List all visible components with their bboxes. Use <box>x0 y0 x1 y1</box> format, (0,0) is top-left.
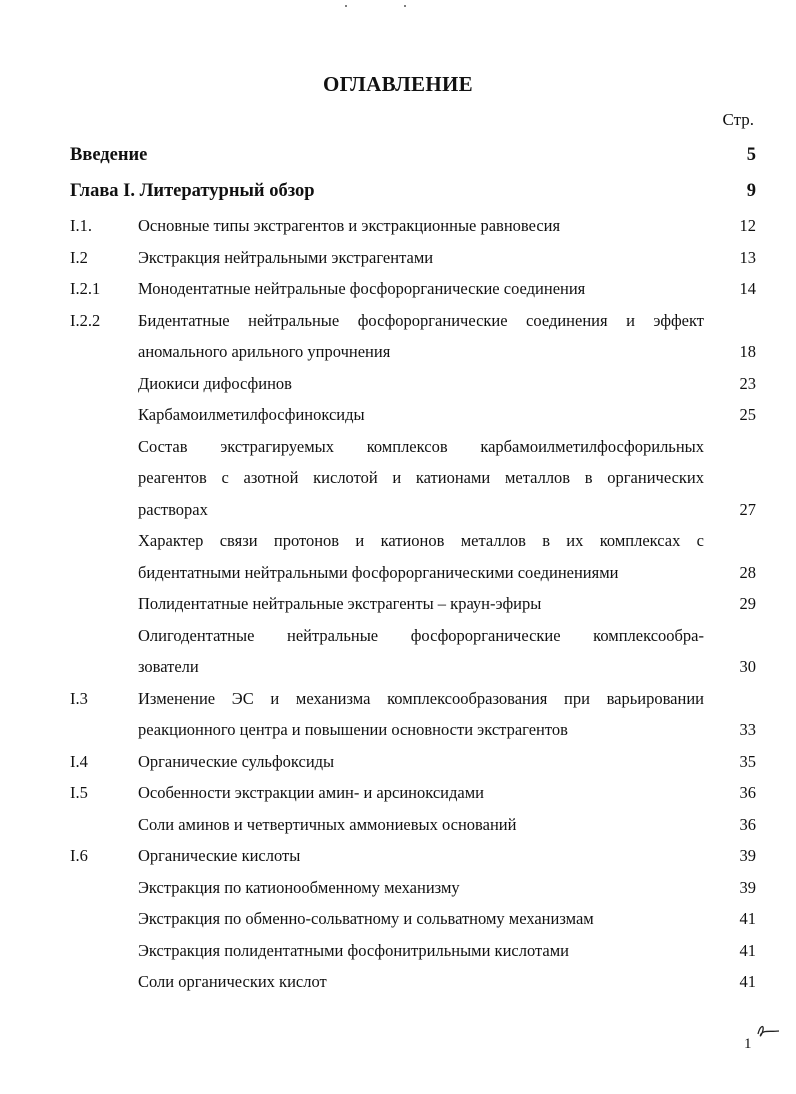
toc-entry <box>0 526 796 558</box>
toc-entry <box>0 684 796 716</box>
toc-entry <box>0 621 796 653</box>
toc-entry-page: 25 <box>739 405 756 424</box>
toc-entry-title: Соли органических кислот <box>138 972 327 991</box>
toc-entry-title: Основные типы экстрагентов и экстракционные равновесия <box>138 216 561 235</box>
page-number: 1 <box>744 1036 752 1052</box>
toc-entry <box>0 904 796 936</box>
toc-entry <box>0 139 796 175</box>
toc-entry-title: Особенности экстракции амин- и арсиноксидами <box>138 783 484 802</box>
toc-entry <box>0 558 796 590</box>
toc-entry <box>0 778 796 810</box>
toc-entry-title: Органические сульфоксиды <box>138 751 335 771</box>
toc-entry-title: Бидентатные нейтральные фосфорорганические соединения и эффект <box>138 310 704 330</box>
toc-entry-page: 14 <box>739 279 756 298</box>
toc-entry-page: 33 <box>739 720 756 739</box>
page-title: ОГЛАВЛЕНИЕ <box>323 72 473 96</box>
toc-entry <box>0 967 796 999</box>
toc-entry-title: Экстракция по обменно-сольватному и сольватному механизмам <box>138 909 594 928</box>
toc-entry-page: 27 <box>739 499 756 519</box>
toc-entry-title: Изменение ЭС и механизма комплексообразования при варьировании <box>138 688 704 708</box>
toc-entry <box>0 175 796 211</box>
toc-entry-title: зователи <box>138 657 199 676</box>
toc-entry-page: 41 <box>739 972 756 991</box>
toc-entry-page: 35 <box>739 751 756 771</box>
toc-entry-page: 41 <box>739 940 756 960</box>
toc-entry-page: 39 <box>739 877 756 897</box>
toc-entry-page: 12 <box>739 216 756 235</box>
toc-entry <box>0 211 796 243</box>
toc-entry-page: 29 <box>739 594 756 613</box>
toc-entry-number: I.2 <box>70 247 88 267</box>
toc-entry <box>0 400 796 432</box>
toc-entry <box>0 873 796 905</box>
toc-entry-page: 23 <box>739 373 756 393</box>
toc-entry <box>0 463 796 495</box>
toc-entry <box>0 936 796 968</box>
toc-entry <box>0 715 796 747</box>
toc-entry-page: 39 <box>739 846 756 865</box>
toc-entry-title: Диокиси дифосфинов <box>138 373 292 393</box>
toc-entry <box>0 810 796 842</box>
scan-specks <box>0 0 796 20</box>
toc-entry-page: 36 <box>739 814 756 834</box>
toc-entry-title: Карбамоилметилфосфиноксиды <box>138 405 365 424</box>
toc-entry-title: реакционного центра и повышении основности экстрагентов <box>138 720 568 739</box>
toc-entry <box>0 306 796 338</box>
toc-entry <box>0 274 796 306</box>
toc-list <box>0 139 796 999</box>
toc-entry-number: I.1. <box>70 216 92 235</box>
toc-entry-title: Характер связи протонов и катионов металлов в их комплексах с <box>138 531 704 550</box>
toc-entry-number: I.5 <box>70 783 88 802</box>
toc-entry-title: растворах <box>138 499 208 519</box>
toc-entry-page: 5 <box>746 145 756 165</box>
toc-entry-number: I.2.1 <box>70 279 101 298</box>
toc-entry-page: 36 <box>739 783 756 802</box>
toc-entry-title: Экстракция нейтральными экстрагентами <box>138 247 434 267</box>
toc-entry-title: Олигодентатные нейтральные фосфорорганические комплексообра- <box>138 625 704 645</box>
page-column-label: Стр. <box>722 110 754 129</box>
toc-entry <box>0 747 796 779</box>
toc-entry-number: I.2.2 <box>70 310 101 330</box>
toc-entry-title: Введение <box>70 145 148 165</box>
handwritten-mark <box>755 1020 785 1044</box>
toc-entry <box>0 243 796 275</box>
toc-entry-page: 30 <box>739 657 756 676</box>
toc-entry-page: 41 <box>739 909 756 928</box>
toc-entry-number: I.6 <box>70 846 88 865</box>
toc-entry-page: 18 <box>739 342 756 361</box>
toc-entry-title: Состав экстрагируемых комплексов карбамоилметилфосфорильных <box>138 436 704 456</box>
toc-entry <box>0 432 796 464</box>
toc-entry-title: Органические кислоты <box>138 846 301 865</box>
toc-entry <box>0 589 796 621</box>
toc-entry <box>0 495 796 527</box>
toc-entry-title: бидентатными нейтральными фосфорорганическими соединениями <box>138 562 619 582</box>
toc-entry-number: I.3 <box>70 688 88 708</box>
toc-entry-page: 13 <box>739 247 756 267</box>
toc-entry-title: Полидентатные нейтральные экстрагенты – краун-эфиры <box>138 594 542 613</box>
toc-entry <box>0 337 796 369</box>
toc-entry-title: Соли аминов и четвертичных аммониевых оснований <box>138 814 517 834</box>
toc-entry-title: аномального арильного упрочнения <box>138 342 391 361</box>
toc-entry-title: Глава I. Литературный обзор <box>70 181 315 201</box>
toc-entry <box>0 841 796 873</box>
toc-entry-page: 9 <box>746 181 756 201</box>
toc-entry-number: I.4 <box>70 751 88 771</box>
toc-entry-title: Экстракция полидентатными фосфонитрильными кислотами <box>138 940 569 960</box>
toc-entry <box>0 369 796 401</box>
toc-entry-title: реагентов с азотной кислотой и катионами металлов в органических <box>138 468 704 487</box>
toc-entry-title: Монодентатные нейтральные фосфорорганические соединения <box>138 279 586 298</box>
toc-entry-page: 28 <box>739 562 756 582</box>
toc-entry <box>0 652 796 684</box>
toc-entry-title: Экстракция по катионообменному механизму <box>138 877 460 897</box>
